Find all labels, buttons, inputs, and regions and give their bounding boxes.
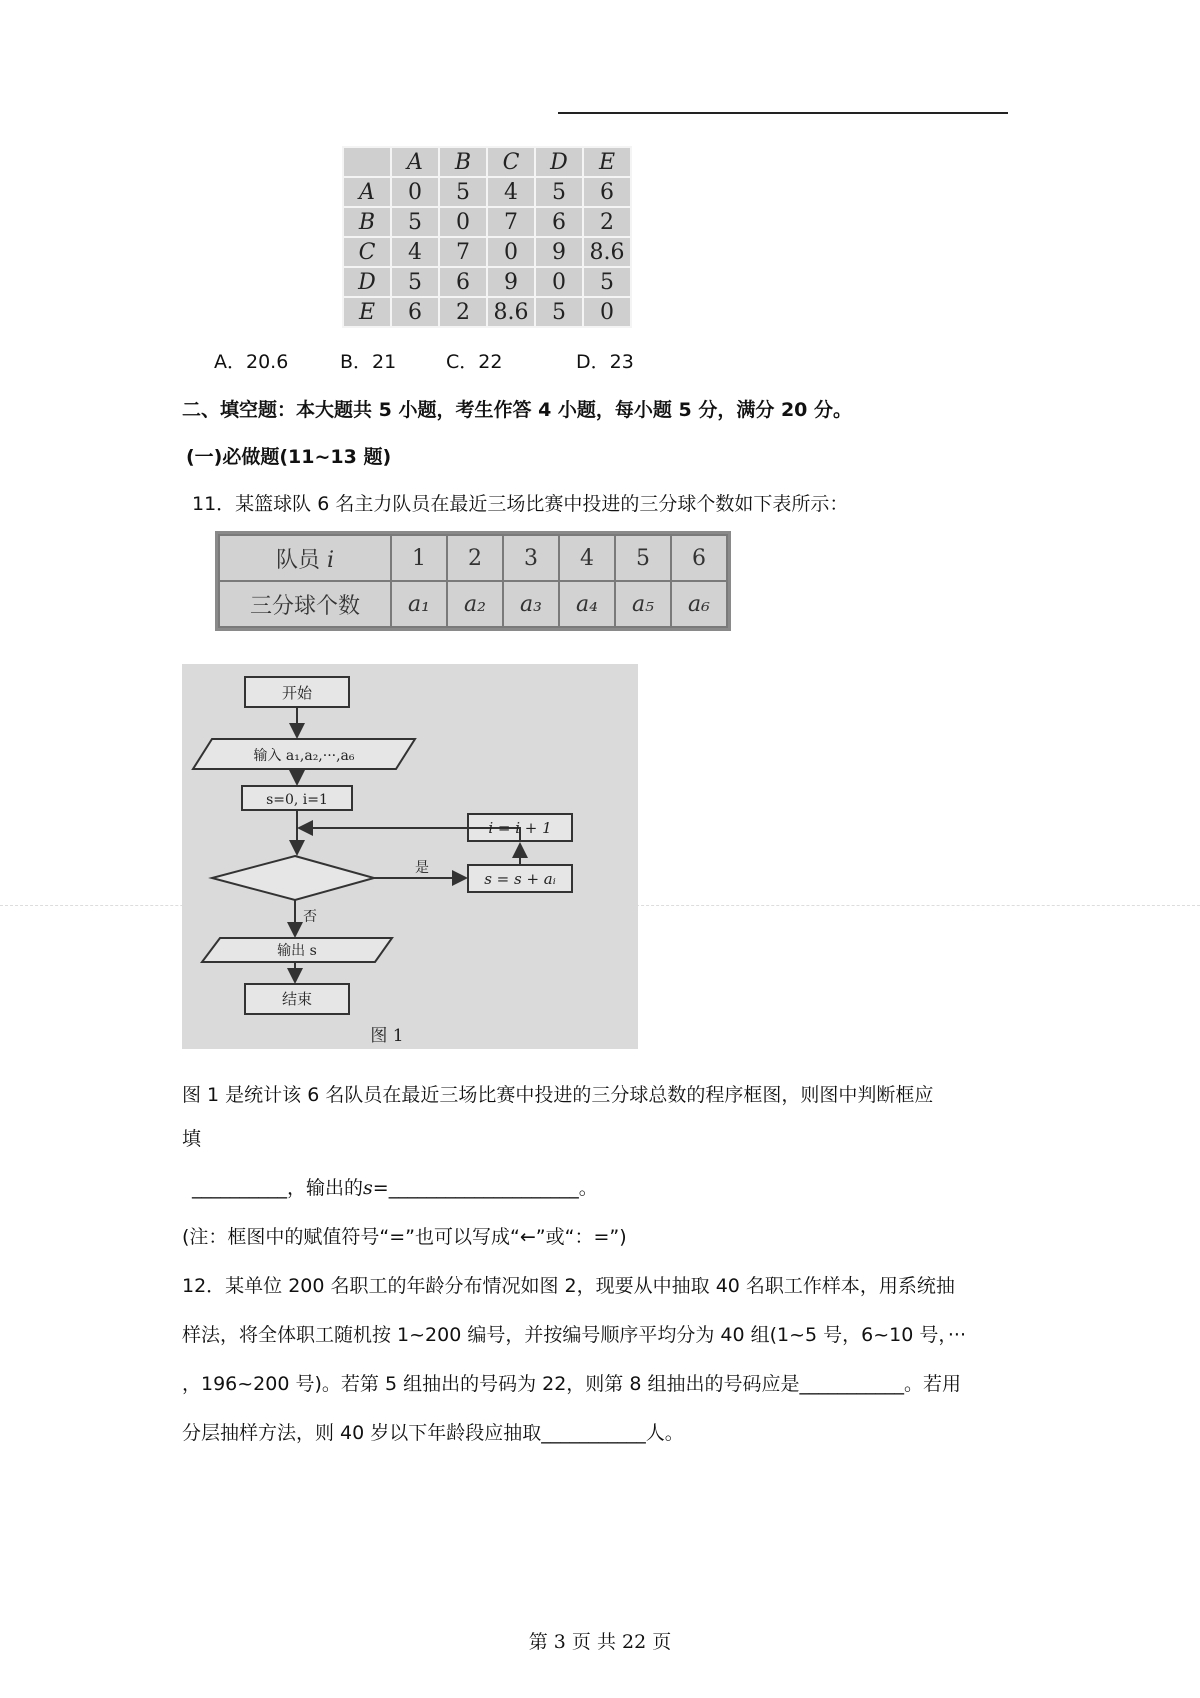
table-row <box>343 177 631 207</box>
table-row <box>343 207 631 237</box>
init-label: s=0, i=1 <box>266 792 328 808</box>
answer-blank-condition: __________ <box>192 1177 287 1199</box>
answer-var: s <box>363 1177 373 1199</box>
option-c: C．22 <box>446 351 503 373</box>
figure-caption: 图 1 <box>370 1026 404 1046</box>
table-cell: A <box>343 177 391 207</box>
table-cell: 6 <box>391 297 439 327</box>
table-cell: a₂ <box>447 581 503 627</box>
table-header-row <box>343 147 631 177</box>
table-cell: 5 <box>535 297 583 327</box>
row-label-text: 队员 <box>275 547 320 573</box>
table-cell: 9 <box>535 237 583 267</box>
table-cell: 8.6 <box>487 297 535 327</box>
table-row <box>219 581 727 627</box>
table-cell: B <box>343 207 391 237</box>
q11-paragraph: 图 1 是统计该 6 名队员在最近三场比赛中投进的三分球总数的程序框图，则图中判断框应 <box>182 1084 934 1106</box>
table-cell: C <box>487 147 535 177</box>
table-cell: 0 <box>391 177 439 207</box>
row-label-var: i <box>326 547 335 573</box>
table-cell: 4 <box>559 535 615 581</box>
flowchart-figure <box>182 664 638 1049</box>
table-cell: 8.6 <box>583 237 631 267</box>
yes-label: 是 <box>415 860 429 876</box>
q11-stem: 11．某篮球队 6 名主力队员在最近三场比赛中投进的三分球个数如下表所示： <box>192 493 849 515</box>
table-cell: 0 <box>535 267 583 297</box>
q12-line-4: 分层抽样方法，则 40 岁以下年龄段应抽取___________人。 <box>182 1422 684 1444</box>
table-cell: a₄ <box>559 581 615 627</box>
flowchart-svg <box>182 664 638 1049</box>
option-d: D．23 <box>576 351 634 373</box>
table-row-label <box>219 535 391 581</box>
table-row <box>343 237 631 267</box>
option-a: A．20.6 <box>214 351 289 373</box>
table-cell <box>343 147 391 177</box>
table-cell: a₃ <box>503 581 559 627</box>
table-cell: a₁ <box>391 581 447 627</box>
table-cell: 1 <box>391 535 447 581</box>
table-cell: 6 <box>583 177 631 207</box>
table-cell: 2 <box>439 297 487 327</box>
table-cell: 2 <box>447 535 503 581</box>
subsection-title: (一)必做题(11~13 题) <box>186 446 392 468</box>
accumulate-label: s = s + aᵢ <box>484 870 556 888</box>
table-cell: 4 <box>487 177 535 207</box>
q11-paragraph-cont: 填 <box>182 1128 202 1150</box>
table-cell: 6 <box>439 267 487 297</box>
table-cell: 7 <box>487 207 535 237</box>
table-cell: 5 <box>615 535 671 581</box>
table-cell: 6 <box>535 207 583 237</box>
table-row <box>219 535 727 581</box>
no-label: 否 <box>303 909 317 925</box>
output-label: 输出 s <box>277 943 317 959</box>
table-cell: A <box>391 147 439 177</box>
table-cell: 5 <box>391 267 439 297</box>
answer-line-top <box>558 112 1008 114</box>
increment-label: i = i + 1 <box>488 819 552 837</box>
option-b: B．21 <box>340 351 397 373</box>
table-cell: 5 <box>391 207 439 237</box>
table-cell: 5 <box>583 267 631 297</box>
table-cell: 6 <box>671 535 727 581</box>
table-row <box>343 297 631 327</box>
table-cell: C <box>343 237 391 267</box>
table-cell: 5 <box>439 177 487 207</box>
answer-text: ，输出的 <box>287 1177 364 1199</box>
table-cell: E <box>343 297 391 327</box>
q11-answer-line <box>192 1176 598 1200</box>
decision-diamond <box>212 856 374 900</box>
q12-line-1: 12．某单位 200 名职工的年龄分布情况如图 2，现要从中抽取 40 名职工作样本，用系统抽 <box>182 1275 955 1297</box>
table-cell: D <box>535 147 583 177</box>
table-cell: 7 <box>439 237 487 267</box>
q12-line-2: 样法，将全体职工随机按 1~200 编号，并按编号顺序平均分为 40 组(1~5 号，6~10 号，··· <box>182 1324 967 1346</box>
distance-table <box>342 146 632 328</box>
table-cell: a₆ <box>671 581 727 627</box>
table-cell: D <box>343 267 391 297</box>
end-label: 结束 <box>281 990 313 1008</box>
table-cell: B <box>439 147 487 177</box>
table-cell: 2 <box>583 207 631 237</box>
table-cell: 4 <box>391 237 439 267</box>
table-cell: 0 <box>487 237 535 267</box>
start-label: 开始 <box>281 684 313 702</box>
section-title: 二、填空题：本大题共 5 小题，考生作答 4 小题，每小题 5 分，满分 20 分。 <box>182 399 853 421</box>
table-cell: E <box>583 147 631 177</box>
table-cell: 0 <box>583 297 631 327</box>
table-cell: a₅ <box>615 581 671 627</box>
table-cell: 9 <box>487 267 535 297</box>
three-pointer-table <box>218 534 728 628</box>
table-cell: 0 <box>439 207 487 237</box>
table-cell: 3 <box>503 535 559 581</box>
answer-blank-output: =____________________。 <box>372 1177 598 1199</box>
table-cell: 5 <box>535 177 583 207</box>
q11-note: (注：框图中的赋值符号“=”也可以写成“←”或“：=”) <box>182 1226 627 1248</box>
table-row-label: 三分球个数 <box>219 581 391 627</box>
table-row <box>343 267 631 297</box>
q12-line-3: ，196~200 号)。若第 5 组抽出的号码为 22，则第 8 组抽出的号码应是___________。若用 <box>182 1373 961 1395</box>
input-label: 输入 a₁,a₂,···,a₆ <box>253 748 355 764</box>
page-footer: 第 3 页 共 22 页 <box>528 1631 672 1653</box>
